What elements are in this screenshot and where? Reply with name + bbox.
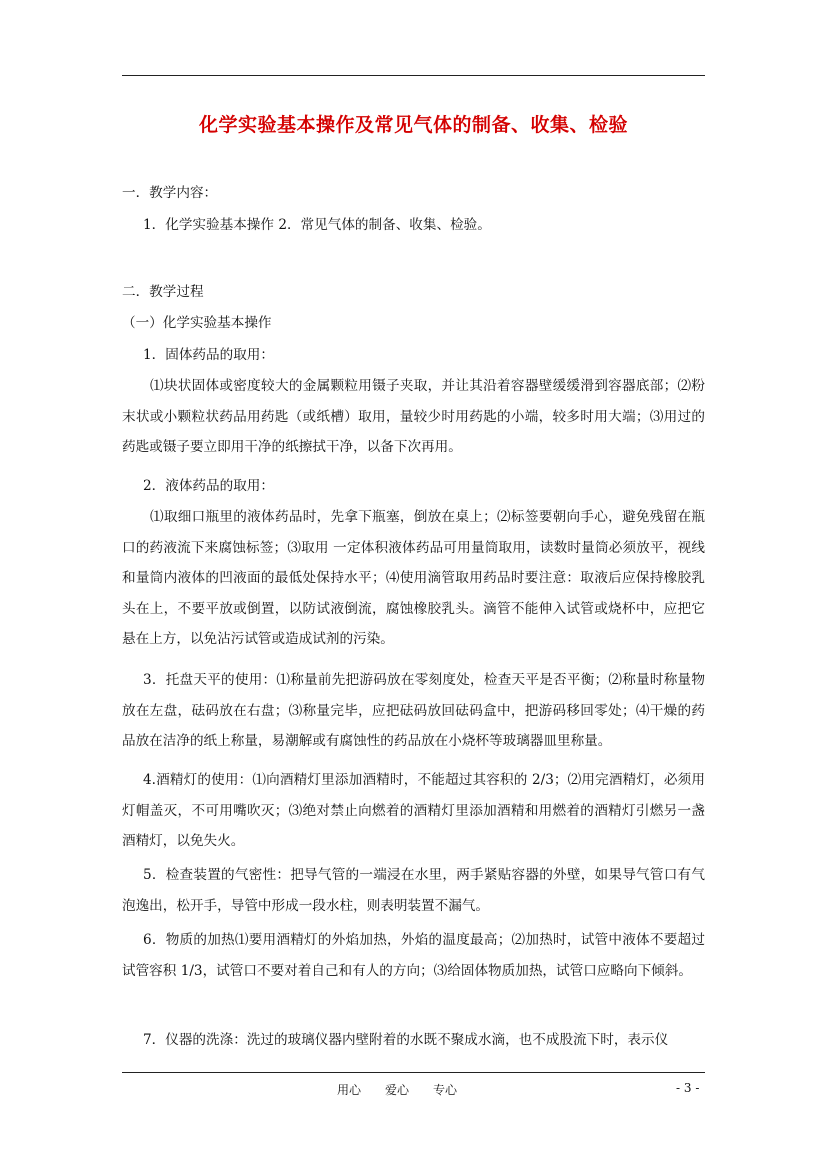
section2-heading: 二．教学过程 — [122, 284, 204, 300]
footer-motto: 用心 爱心 专心 — [337, 1083, 458, 1097]
item-1-text: ⑴块状固体或密度较大的金属颗粒用镊子夹取，并让其沿着容器壁缓缓滑到容器底部；⑵粉末状或小颗粒状药品用药匙（或纸槽）取用，量较少时用药匙的小端，较多时用大端；⑶用过的药匙或镊子要立即用干净的纸擦拭干净，以备下次再用。 — [122, 378, 705, 455]
item-4-text: 4.酒精灯的使用：⑴向酒精灯里添加酒精时，不能超过其容积的 2/3；⑵用完酒精灯，必须用灯帽盖灭，不可用嘴吹灭；⑶绝对禁止向燃着的酒精灯里添加酒精和用燃着的酒精灯引燃另一盏酒精灯，以免失火。 — [122, 772, 705, 849]
page-number: - 3 - — [676, 1081, 700, 1095]
item-7-text: 7．仪器的洗涤：洗过的玻璃仪器内壁附着的水既不聚成水滴，也不成股流下时，表示仪 — [143, 1032, 669, 1048]
item-1-label: 1．固体药品的取用： — [143, 347, 274, 363]
section2-subheading: （一）化学实验基本操作 — [122, 315, 272, 331]
item-2-text: ⑴取细口瓶里的液体药品时，先拿下瓶塞，倒放在桌上；⑵标签要朝向手心，避免残留在瓶口的药液流下来腐蚀标签；⑶取用 一定体积液体药品可用量筒取用，读数时量筒必须放平，视线和量筒内液体的凹液面的最低处保持水平；⑷使用滴管取用药品时要注意：取液后应保持橡胶乳头在上，不要平放或倒置，以防试液倒流，腐蚀橡胶乳头。滴管不能伸入试管或烧杯中，应把它悬在上方，以免沾污试管或造成试剂的污染。 — [122, 509, 705, 647]
section1-heading: 一．教学内容： — [122, 185, 218, 201]
item-2-label: 2．液体药品的取用： — [143, 478, 274, 494]
item-5-text: 5．检查装置的气密性：把导气管的一端浸在水里，两手紧贴容器的外壁，如果导气管口有气泡逸出，松开手，导管中形成一段水柱，则表明装置不漏气。 — [122, 867, 705, 914]
section1-item: 1．化学实验基本操作 2．常见气体的制备、收集、检验。 — [143, 217, 491, 233]
header-rule — [122, 75, 705, 76]
footer-rule — [122, 1072, 705, 1073]
item-6-text: 6．物质的加热⑴要用酒精灯的外焰加热，外焰的温度最高；⑵加热时，试管中液体不要超过试管容积 1/3，试管口不要对着自己和有人的方向；⑶给固体物质加热，试管口应略向下倾斜。 — [122, 932, 705, 979]
document-title: 化学实验基本操作及常见气体的制备、收集、检验 — [198, 114, 628, 136]
item-3-text: 3．托盘天平的使用：⑴称量前先把游码放在零刻度处，检查天平是否平衡；⑵称量时称量物放在左盘，砝码放在右盘；⑶称量完毕，应把砝码放回砝码盒中，把游码移回零处；⑷干燥的药品放在洁净的纸上称量，易潮解或有腐蚀性的药品放在小烧杯等玻璃器皿里称量。 — [122, 672, 705, 749]
